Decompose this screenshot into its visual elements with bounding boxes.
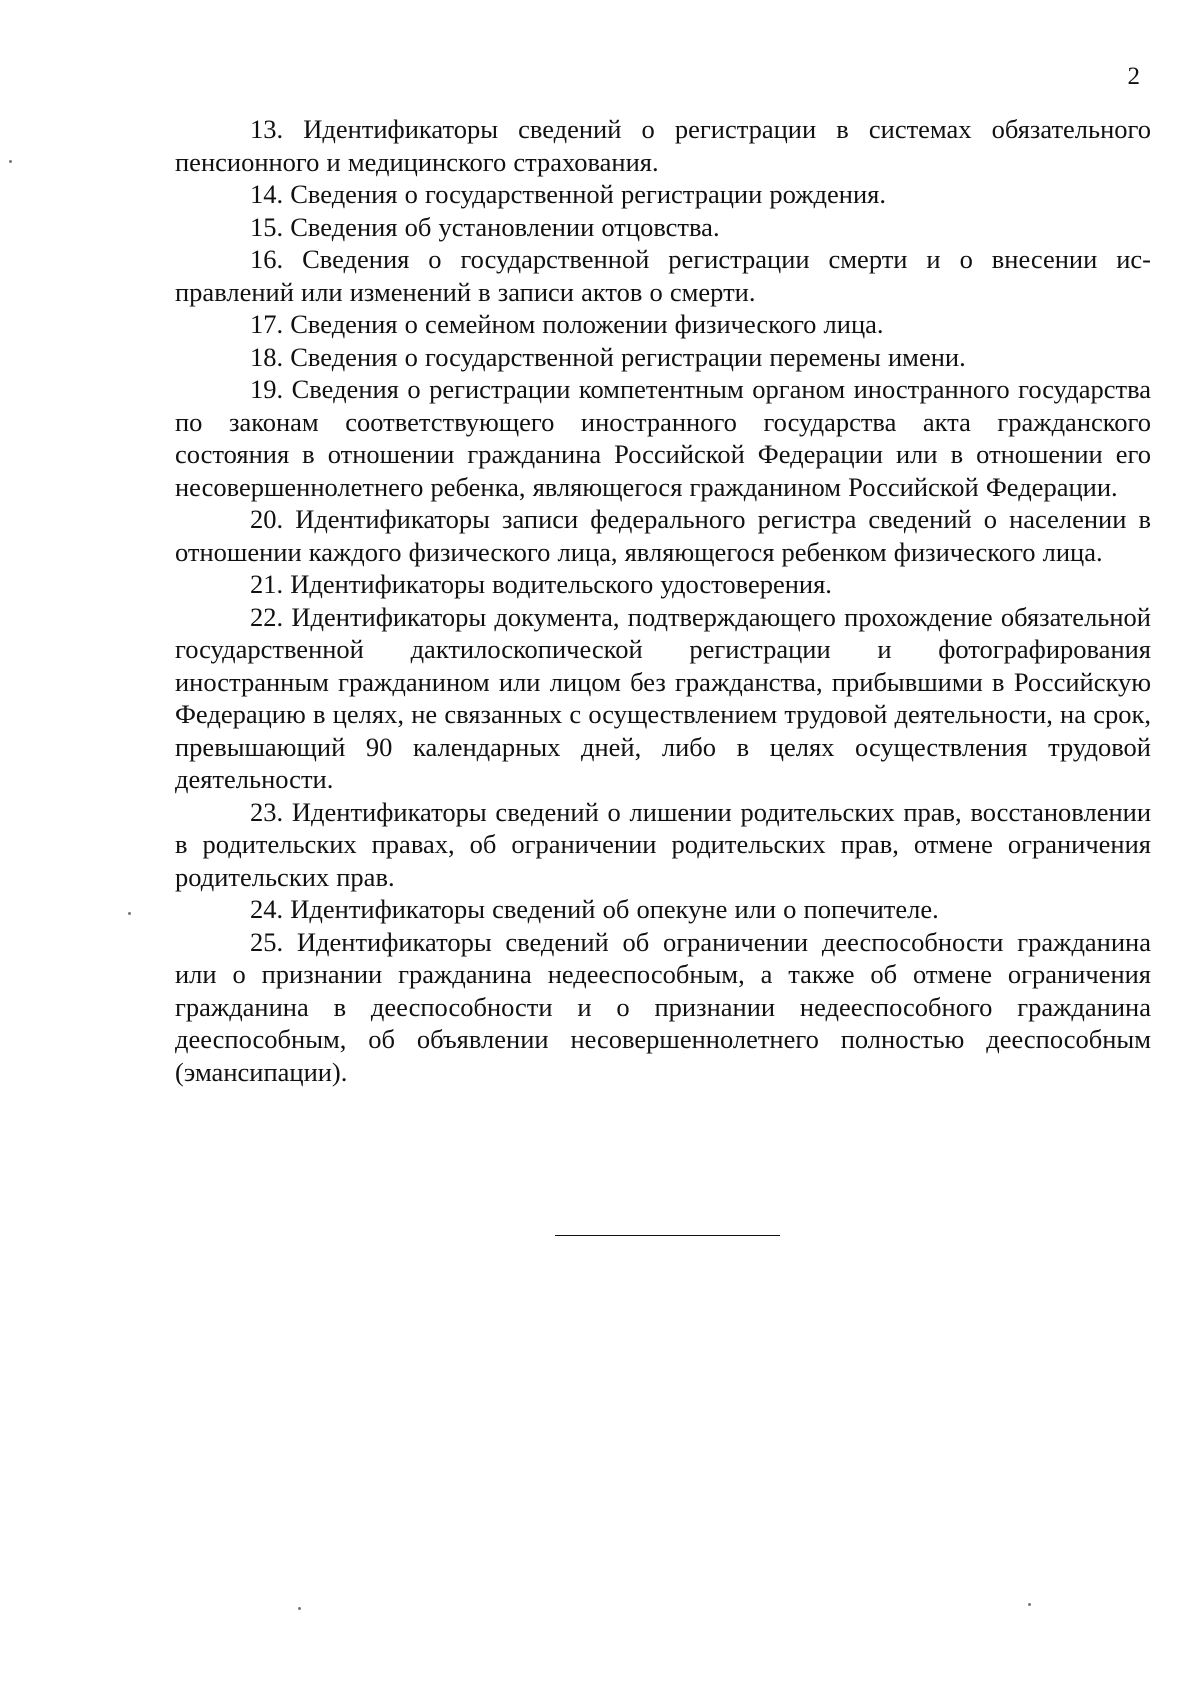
closing-divider <box>555 1235 780 1236</box>
scan-speck <box>1028 1603 1031 1606</box>
scan-speck <box>298 1607 301 1610</box>
paragraph-22: 22. Идентификаторы документа, подтверждающего прохождение обязательной государственной дактилоскопической регистрации и фотографирования иностранным гражданином или лицом без гражданства, прибывшими в Российскую Федерацию в целях, не связанных с осуществлением трудовой деятельности, на срок, превышающий 90 календарных дней, либо в целях осуществления трудовой деятельности. <box>175 601 1151 794</box>
paragraph-16: 16. Сведения о государственной регистрации смерти и о внесении исправлений или изменений в записи актов о смерти. <box>175 244 1151 307</box>
paragraph-17: 17. Сведения о семейном положении физического лица. <box>250 309 884 339</box>
paragraph-24: 24. Идентификаторы сведений об опекуне или о попечителе. <box>250 894 939 924</box>
paragraph-14: 14. Сведения о государственной регистрации рождения. <box>250 179 886 209</box>
paragraph-20: 20. Идентификаторы записи федерального регистра сведений о населении в отношении каждого физического лица, являющегося ребенком физического лица. <box>175 504 1151 567</box>
paragraph-25: 25. Идентификаторы сведений об ограничении дееспособности гражданина или о признании гражданина недееспособным, а также об отмене ограничения гражданина в дееспособности и о признании недееспособного гражданина дееспособным, об объявлении несовершеннолетнего полностью дееспособным (эмансипации). <box>175 926 1151 1087</box>
paragraph-18: 18. Сведения о государственной регистрации перемены имени. <box>250 341 966 372</box>
paragraph-19: 19. Сведения о регистрации компетентным органом иностранного государства по законам соответствующего иностранного государства акта гражданского состояния в отношении гражданина Российской Федерации или в отношении его несовершеннолетнего ребенка, являющегося гражданином Российской Федерации. <box>175 374 1151 502</box>
paragraph-23: 23. Идентификаторы сведений о лишении родительских прав, восстановлении в родительских правах, об ограничении родительских прав, отмене ограничения родительских прав. <box>175 796 1151 892</box>
paragraph-21: 21. Идентификаторы водительского удостоверения. <box>250 569 832 599</box>
scan-speck <box>9 160 12 163</box>
paragraph-15: 15. Сведения об установлении отцовства. <box>250 211 720 242</box>
page-number: 2 <box>1127 63 1140 90</box>
document-body <box>175 113 1151 1088</box>
scan-speck <box>128 912 131 915</box>
paragraph-13: 13. Идентификаторы сведений о регистрации в системах обязательного пенсионного и медицинского страхования. <box>175 114 1151 177</box>
